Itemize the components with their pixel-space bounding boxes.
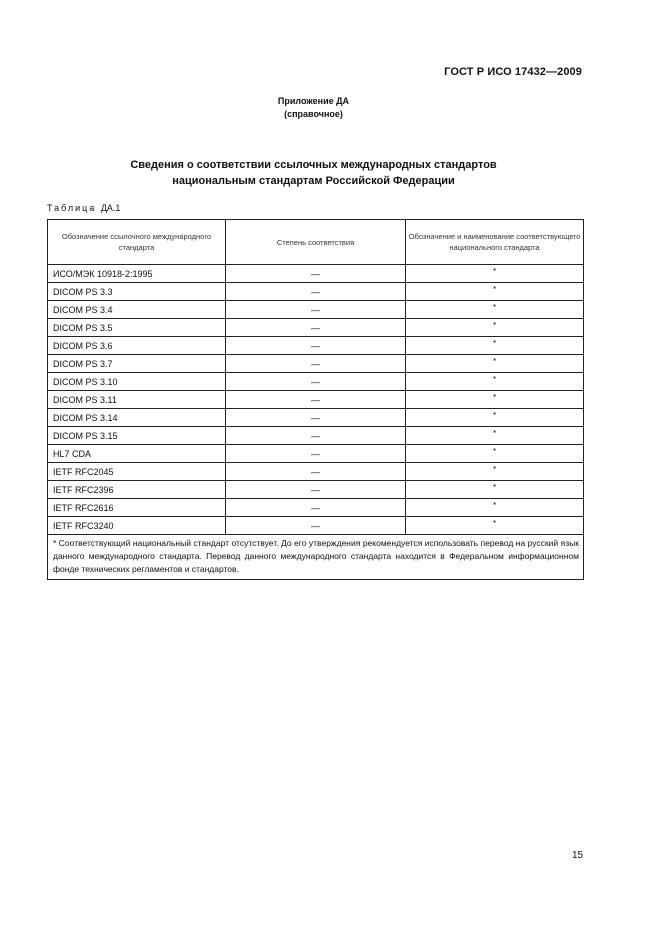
cell-conformity-degree: — xyxy=(226,283,406,301)
cell-conformity-degree: — xyxy=(226,463,406,481)
table-row xyxy=(48,391,584,409)
table-caption-number: ДА.1 xyxy=(100,203,121,213)
cell-international-standard: DICOM PS 3.4 xyxy=(48,301,226,319)
table-caption-word: Таблица xyxy=(47,203,97,213)
cell-international-standard: HL7 CDA xyxy=(48,445,226,463)
cell-conformity-degree: — xyxy=(226,301,406,319)
cell-conformity-degree: — xyxy=(226,391,406,409)
cell-international-standard: DICOM PS 3.3 xyxy=(48,283,226,301)
cell-international-standard: ИСО/МЭК 10918-2:1995 xyxy=(48,265,226,283)
table-note-row xyxy=(48,535,584,580)
cell-international-standard: DICOM PS 3.15 xyxy=(48,427,226,445)
cell-national-standard: * xyxy=(406,481,584,499)
appendix-title: Приложение ДА xyxy=(277,96,350,106)
table-row xyxy=(48,517,584,535)
table-row xyxy=(48,481,584,499)
cell-national-standard: * xyxy=(406,463,584,481)
column-header-conformity-degree: Степень соответствия xyxy=(226,220,406,265)
table-row xyxy=(48,445,584,463)
cell-conformity-degree: — xyxy=(226,481,406,499)
cell-conformity-degree: — xyxy=(226,265,406,283)
cell-national-standard: * xyxy=(406,337,584,355)
cell-conformity-degree: — xyxy=(226,373,406,391)
table-row xyxy=(48,409,584,427)
appendix-heading xyxy=(0,95,627,121)
cell-international-standard: IETF RFC2396 xyxy=(48,481,226,499)
column-header-national-standard: Обозначение и наименование соответствующего национального стандарта xyxy=(406,220,584,265)
table-row xyxy=(48,283,584,301)
table-row xyxy=(48,319,584,337)
cell-national-standard: * xyxy=(406,409,584,427)
cell-national-standard: * xyxy=(406,355,584,373)
cell-conformity-degree: — xyxy=(226,517,406,535)
section-title xyxy=(0,157,627,189)
table-row xyxy=(48,301,584,319)
cell-national-standard: * xyxy=(406,517,584,535)
cell-conformity-degree: — xyxy=(226,499,406,517)
column-header-international-standard: Обозначение ссылочного международного стандарта xyxy=(48,220,226,265)
cell-national-standard: * xyxy=(406,319,584,337)
cell-national-standard: * xyxy=(406,499,584,517)
cell-conformity-degree: — xyxy=(226,337,406,355)
cell-international-standard: DICOM PS 3.14 xyxy=(48,409,226,427)
table-row xyxy=(48,463,584,481)
cell-conformity-degree: — xyxy=(226,355,406,373)
cell-international-standard: DICOM PS 3.5 xyxy=(48,319,226,337)
table-row xyxy=(48,337,584,355)
document-header: ГОСТ Р ИСО 17432—2009 xyxy=(444,66,582,78)
table-row xyxy=(48,265,584,283)
standards-table xyxy=(47,219,584,580)
cell-national-standard: * xyxy=(406,283,584,301)
cell-conformity-degree: — xyxy=(226,445,406,463)
appendix-subtitle: (справочное) xyxy=(284,109,343,119)
cell-conformity-degree: — xyxy=(226,409,406,427)
table-footnote: * Соответствующий национальный стандарт отсутствует. До его утверждения рекомендуется использовать перевод на русский язык данного международного стандарта. Перевод данного международного стандарта находится в Федеральном информационном фонде технических регламентов и стандартов. xyxy=(48,535,584,580)
cell-conformity-degree: — xyxy=(226,427,406,445)
cell-international-standard: IETF RFC2616 xyxy=(48,499,226,517)
cell-national-standard: * xyxy=(406,373,584,391)
section-title-line-1: Сведения о соответствии ссылочных международных стандартов xyxy=(130,159,497,171)
cell-international-standard: DICOM PS 3.6 xyxy=(48,337,226,355)
cell-conformity-degree: — xyxy=(226,319,406,337)
cell-international-standard: IETF RFC3240 xyxy=(48,517,226,535)
cell-international-standard: IETF RFC2045 xyxy=(48,463,226,481)
table-row xyxy=(48,427,584,445)
cell-international-standard: DICOM PS 3.11 xyxy=(48,391,226,409)
table-row xyxy=(48,499,584,517)
cell-national-standard: * xyxy=(406,301,584,319)
page-number: 15 xyxy=(572,850,584,861)
cell-national-standard: * xyxy=(406,265,584,283)
cell-international-standard: DICOM PS 3.7 xyxy=(48,355,226,373)
cell-national-standard: * xyxy=(406,445,584,463)
table-row xyxy=(48,373,584,391)
table-row xyxy=(48,355,584,373)
section-title-line-2: национальным стандартам Российской Федерации xyxy=(172,175,455,187)
cell-national-standard: * xyxy=(406,427,584,445)
cell-national-standard: * xyxy=(406,391,584,409)
table-caption xyxy=(47,203,120,213)
cell-international-standard: DICOM PS 3.10 xyxy=(48,373,226,391)
table-header-row xyxy=(48,220,584,265)
